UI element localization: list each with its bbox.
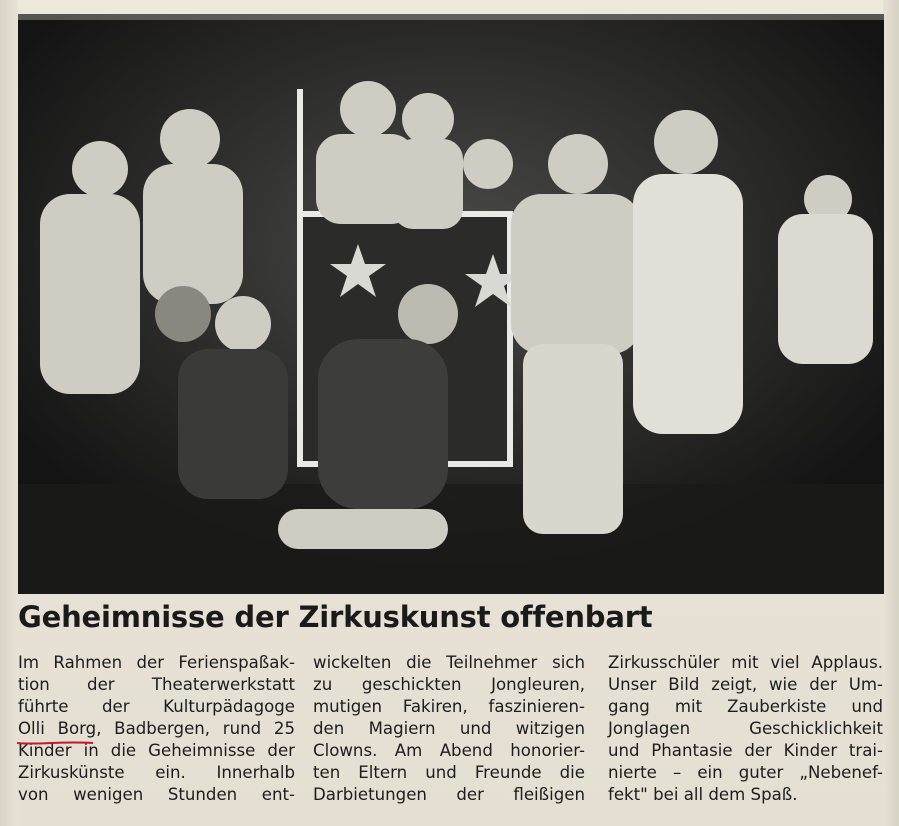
text-line: von wenigen Stunden ent- (18, 785, 295, 804)
red-underline-mark (16, 740, 94, 746)
text-line: Zirkuskünste ein. Innerhalb (18, 763, 295, 782)
text-line: Kinder in die Geheimnisse der (18, 741, 295, 760)
photo-illustration (18, 14, 884, 594)
text-line: Darbietungen der fleißigen (313, 785, 585, 804)
text-line: Im Rahmen der Ferienspaßak- (18, 653, 295, 672)
article-photo (18, 14, 884, 594)
adjacent-page-edge-right (883, 0, 899, 826)
text-line: ten Eltern und Freunde die (313, 763, 585, 782)
text-line: Jonglagen Geschicklichkeit (608, 719, 883, 738)
text-line: fekt" bei all dem Spaß. (608, 785, 798, 804)
text-line: Unser Bild zeigt, wie der Um- (608, 675, 883, 694)
article-headline: Geheimnisse der Zirkuskunst offenbart (18, 600, 653, 634)
text-line: zu geschickten Jongleuren, (313, 675, 585, 694)
text-line: mutigen Fakiren, faszinieren- (313, 697, 585, 716)
text-line: den Magiern und witzigen (313, 719, 585, 738)
text-line: wickelten die Teilnehmer sich (313, 653, 585, 672)
text-line: Zirkusschüler mit viel Applaus. (608, 653, 883, 672)
article-column-1 (18, 652, 295, 806)
text-line: führte der Kulturpädagoge (18, 697, 295, 716)
article-column-2 (313, 652, 585, 806)
text-line: nierte – ein guter „Nebenef- (608, 763, 883, 782)
text-line: und Phantasie der Kinder trai- (608, 741, 883, 760)
article-column-3 (608, 652, 883, 806)
text-line: tion der Theaterwerkstatt (18, 675, 295, 694)
text-line: Clowns. Am Abend honorier- (313, 741, 585, 760)
text-line: gang mit Zauberkiste und (608, 697, 883, 716)
adjacent-page-edge-left (0, 0, 18, 826)
text-line: Olli Borg, Badbergen, rund 25 (18, 719, 295, 738)
